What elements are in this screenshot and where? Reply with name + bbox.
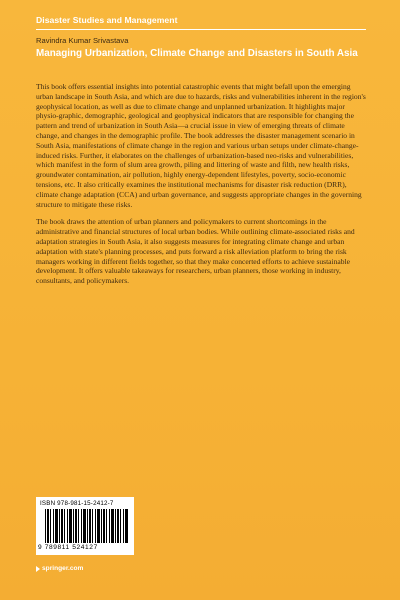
barcode-bars: [45, 509, 129, 543]
arrow-right-icon: [36, 566, 40, 572]
publisher-url: springer.com: [42, 565, 84, 572]
barcode-digits: 9 789811 524127: [38, 544, 98, 551]
series-name: Disaster Studies and Management: [36, 15, 178, 25]
header-divider: [36, 29, 366, 30]
isbn-label: ISBN 978-981-15-2412-7: [40, 500, 114, 507]
publisher-link[interactable]: [36, 565, 83, 572]
description-paragraph-2: The book draws the attention of urban planners and policymakers to current shortcomings in the administrative and financial structures of local urban bodies. While outlining climate-associated risks and adaptation strategies in South Asia, it also suggests measures for integrating climate change and urban adaptation with state's planning processes, and puts forward a risk alleviation platform to bring the risk managers working in different fields together, so that they make concerted efforts to achieve sustainable development. It offers valuable takeaways for researchers, urban planners, those working in industry, consultants, and policymakers.: [36, 217, 355, 286]
isbn-barcode: [36, 497, 134, 555]
description-paragraph-1: This book offers essential insights into potential catastrophic events that might befall upon the emerging urban landscape in South Asia, and which are due to hazards, risks and vulnerabilities inherent in the region's geophysical location, as well as due to climate change and unplanned urbanization. It highlights major physio-graphic, demographic, geological and geophysical indicators that are responsible for changing the pattern and trend of urbanization in South Asia—a crucial issue in view of emerging threats of climate change, and changes in the demographic profile. The book addresses the disaster management scenario in South Asia, manifestations of climate change in the region and various urban setups under climate-change-induced risks. Further, it elaborates on the challenges of urbanization-based neo-risks and vulnerabilities, which manifest in the form of slum area growth, piling and littering of waste and filth, new health risks, groundwater contamination, air pollution, highly energy-dependent lifestyles, poverty, socio-economic tensions, etc. It also critically examines the institutional mechanisms for disaster risk reduction (DRR), climate change adaptation (CCA) and urban governance, and suggests appropriate changes in the governing structure to mitigate these risks.: [36, 82, 366, 209]
book-title: Managing Urbanization, Climate Change and Disasters in South Asia: [36, 48, 358, 59]
author-name: Ravindra Kumar Srivastava: [36, 36, 129, 45]
book-description: [36, 82, 366, 294]
